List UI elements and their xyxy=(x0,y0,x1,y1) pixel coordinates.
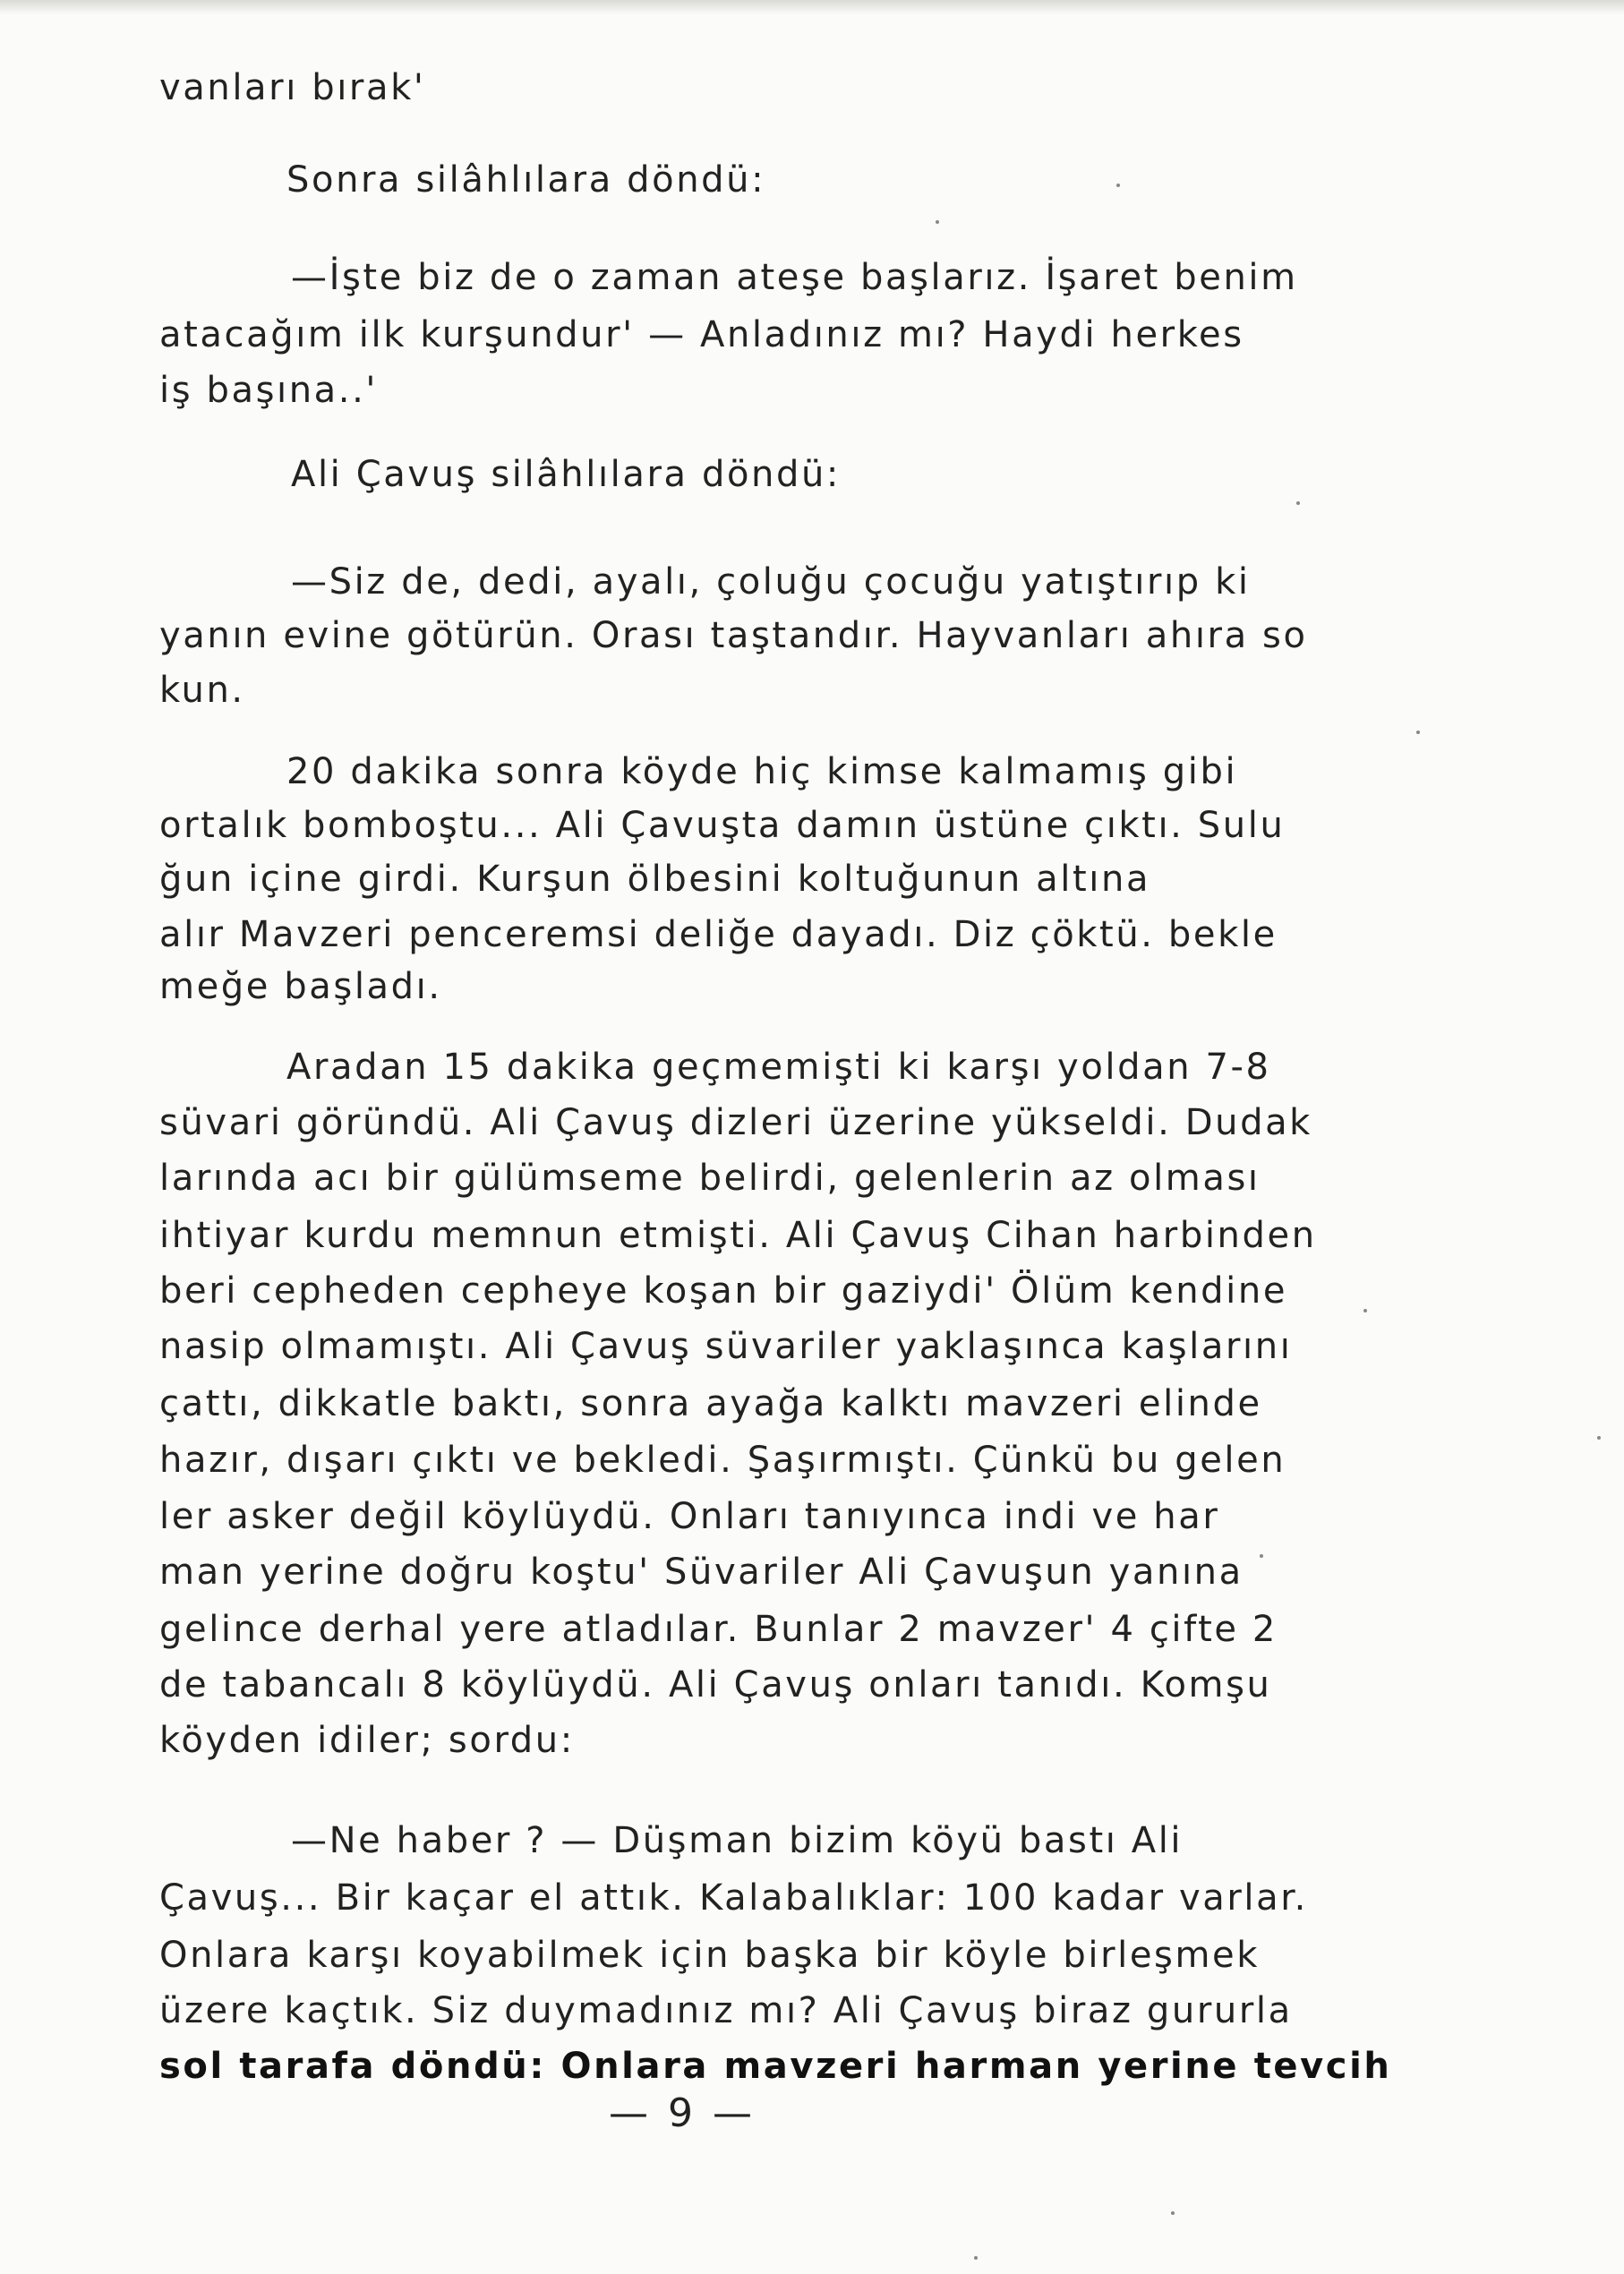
text-line: yanın evine götürün. Orası taştandır. Hayvanları ahıra so xyxy=(159,615,1308,656)
text-line: —İşte biz de o zaman ateşe başlarız. İşaret benim xyxy=(291,257,1298,298)
text-line: —Siz de, dedi, ayalı, çoluğu çocuğu yatıştırıp ki xyxy=(291,561,1251,603)
text-line: 20 dakika sonra köyde hiç kimse kalmamış gibi xyxy=(286,751,1238,792)
scan-speck xyxy=(1116,184,1120,187)
text-line: ler asker değil köylüydü. Onları tanıyınca indi ve har xyxy=(159,1496,1220,1537)
text-line: Aradan 15 dakika geçmemişti ki karşı yoldan 7-8 xyxy=(286,1047,1271,1088)
text-line: larında acı bir gülümseme belirdi, gelenlerin az olması xyxy=(159,1158,1261,1199)
text-line: sol tarafa döndü: Onlara mavzeri harman yerine tevcih xyxy=(159,2046,1392,2087)
scan-speck xyxy=(974,2256,978,2260)
page-number: — 9 — xyxy=(609,2090,756,2136)
text-line: vanları bırak' xyxy=(159,67,426,108)
text-line: Çavuş... Bir kaçar el attık. Kalabalıklar: 100 kadar varlar. xyxy=(159,1877,1308,1919)
text-line: Ali Çavuş silâhlılara döndü: xyxy=(291,454,842,495)
scan-speck xyxy=(936,220,939,224)
scan-top-edge xyxy=(0,0,1624,14)
text-line: ihtiyar kurdu memnun etmişti. Ali Çavuş Cihan harbinden xyxy=(159,1215,1317,1256)
text-line: —Ne haber ? — Düşman bizim köyü bastı Ali xyxy=(291,1820,1184,1861)
text-line: de tabancalı 8 köylüydü. Ali Çavuş onları tanıdı. Komşu xyxy=(159,1664,1272,1706)
text-line: man yerine doğru koştu' Süvariler Ali Çavuşun yanına xyxy=(159,1552,1244,1593)
text-line: çattı, dikkatle baktı, sonra ayağa kalktı mavzeri elinde xyxy=(159,1383,1262,1424)
text-line: alır Mavzeri penceremsi deliğe dayadı. Diz çöktü. bekle xyxy=(159,914,1278,955)
text-line: üzere kaçtık. Siz duymadınız mı? Ali Çavuş biraz gururla xyxy=(159,1990,1293,2031)
text-line: gelince derhal yere atladılar. Bunlar 2 mavzer' 4 çifte 2 xyxy=(159,1609,1278,1650)
text-line: süvari göründü. Ali Çavuş dizleri üzerine yükseldi. Dudak xyxy=(159,1102,1312,1143)
scan-speck xyxy=(1416,731,1420,734)
scan-speck xyxy=(1171,2211,1175,2215)
text-line: iş başına..' xyxy=(159,370,379,411)
text-line: Onlara karşı koyabilmek için başka bir köyle birleşmek xyxy=(159,1935,1261,1976)
scan-speck xyxy=(1597,1436,1601,1440)
text-line: meğe başladı. xyxy=(159,966,442,1007)
text-line: Sonra silâhlılara döndü: xyxy=(286,159,766,201)
scan-speck xyxy=(1363,1309,1367,1312)
text-line: nasip olmamıştı. Ali Çavuş süvariler yaklaşınca kaşlarını xyxy=(159,1326,1293,1367)
scan-speck xyxy=(1260,1554,1263,1558)
text-line: köyden idiler; sordu: xyxy=(159,1720,575,1761)
text-line: atacağım ilk kurşundur' — Anladınız mı? Haydi herkes xyxy=(159,314,1244,355)
text-line: ğun içine girdi. Kurşun ölbesini koltuğunun altına xyxy=(159,859,1151,900)
text-line: ortalık bomboştu... Ali Çavuşta damın üstüne çıktı. Sulu xyxy=(159,805,1286,846)
scan-speck xyxy=(1296,501,1300,505)
text-line: kun. xyxy=(159,670,245,711)
text-line: beri cepheden cepheye koşan bir gaziydi' Ölüm kendine xyxy=(159,1270,1288,1312)
text-line: hazır, dışarı çıktı ve bekledi. Şaşırmıştı. Çünkü bu gelen xyxy=(159,1440,1286,1481)
